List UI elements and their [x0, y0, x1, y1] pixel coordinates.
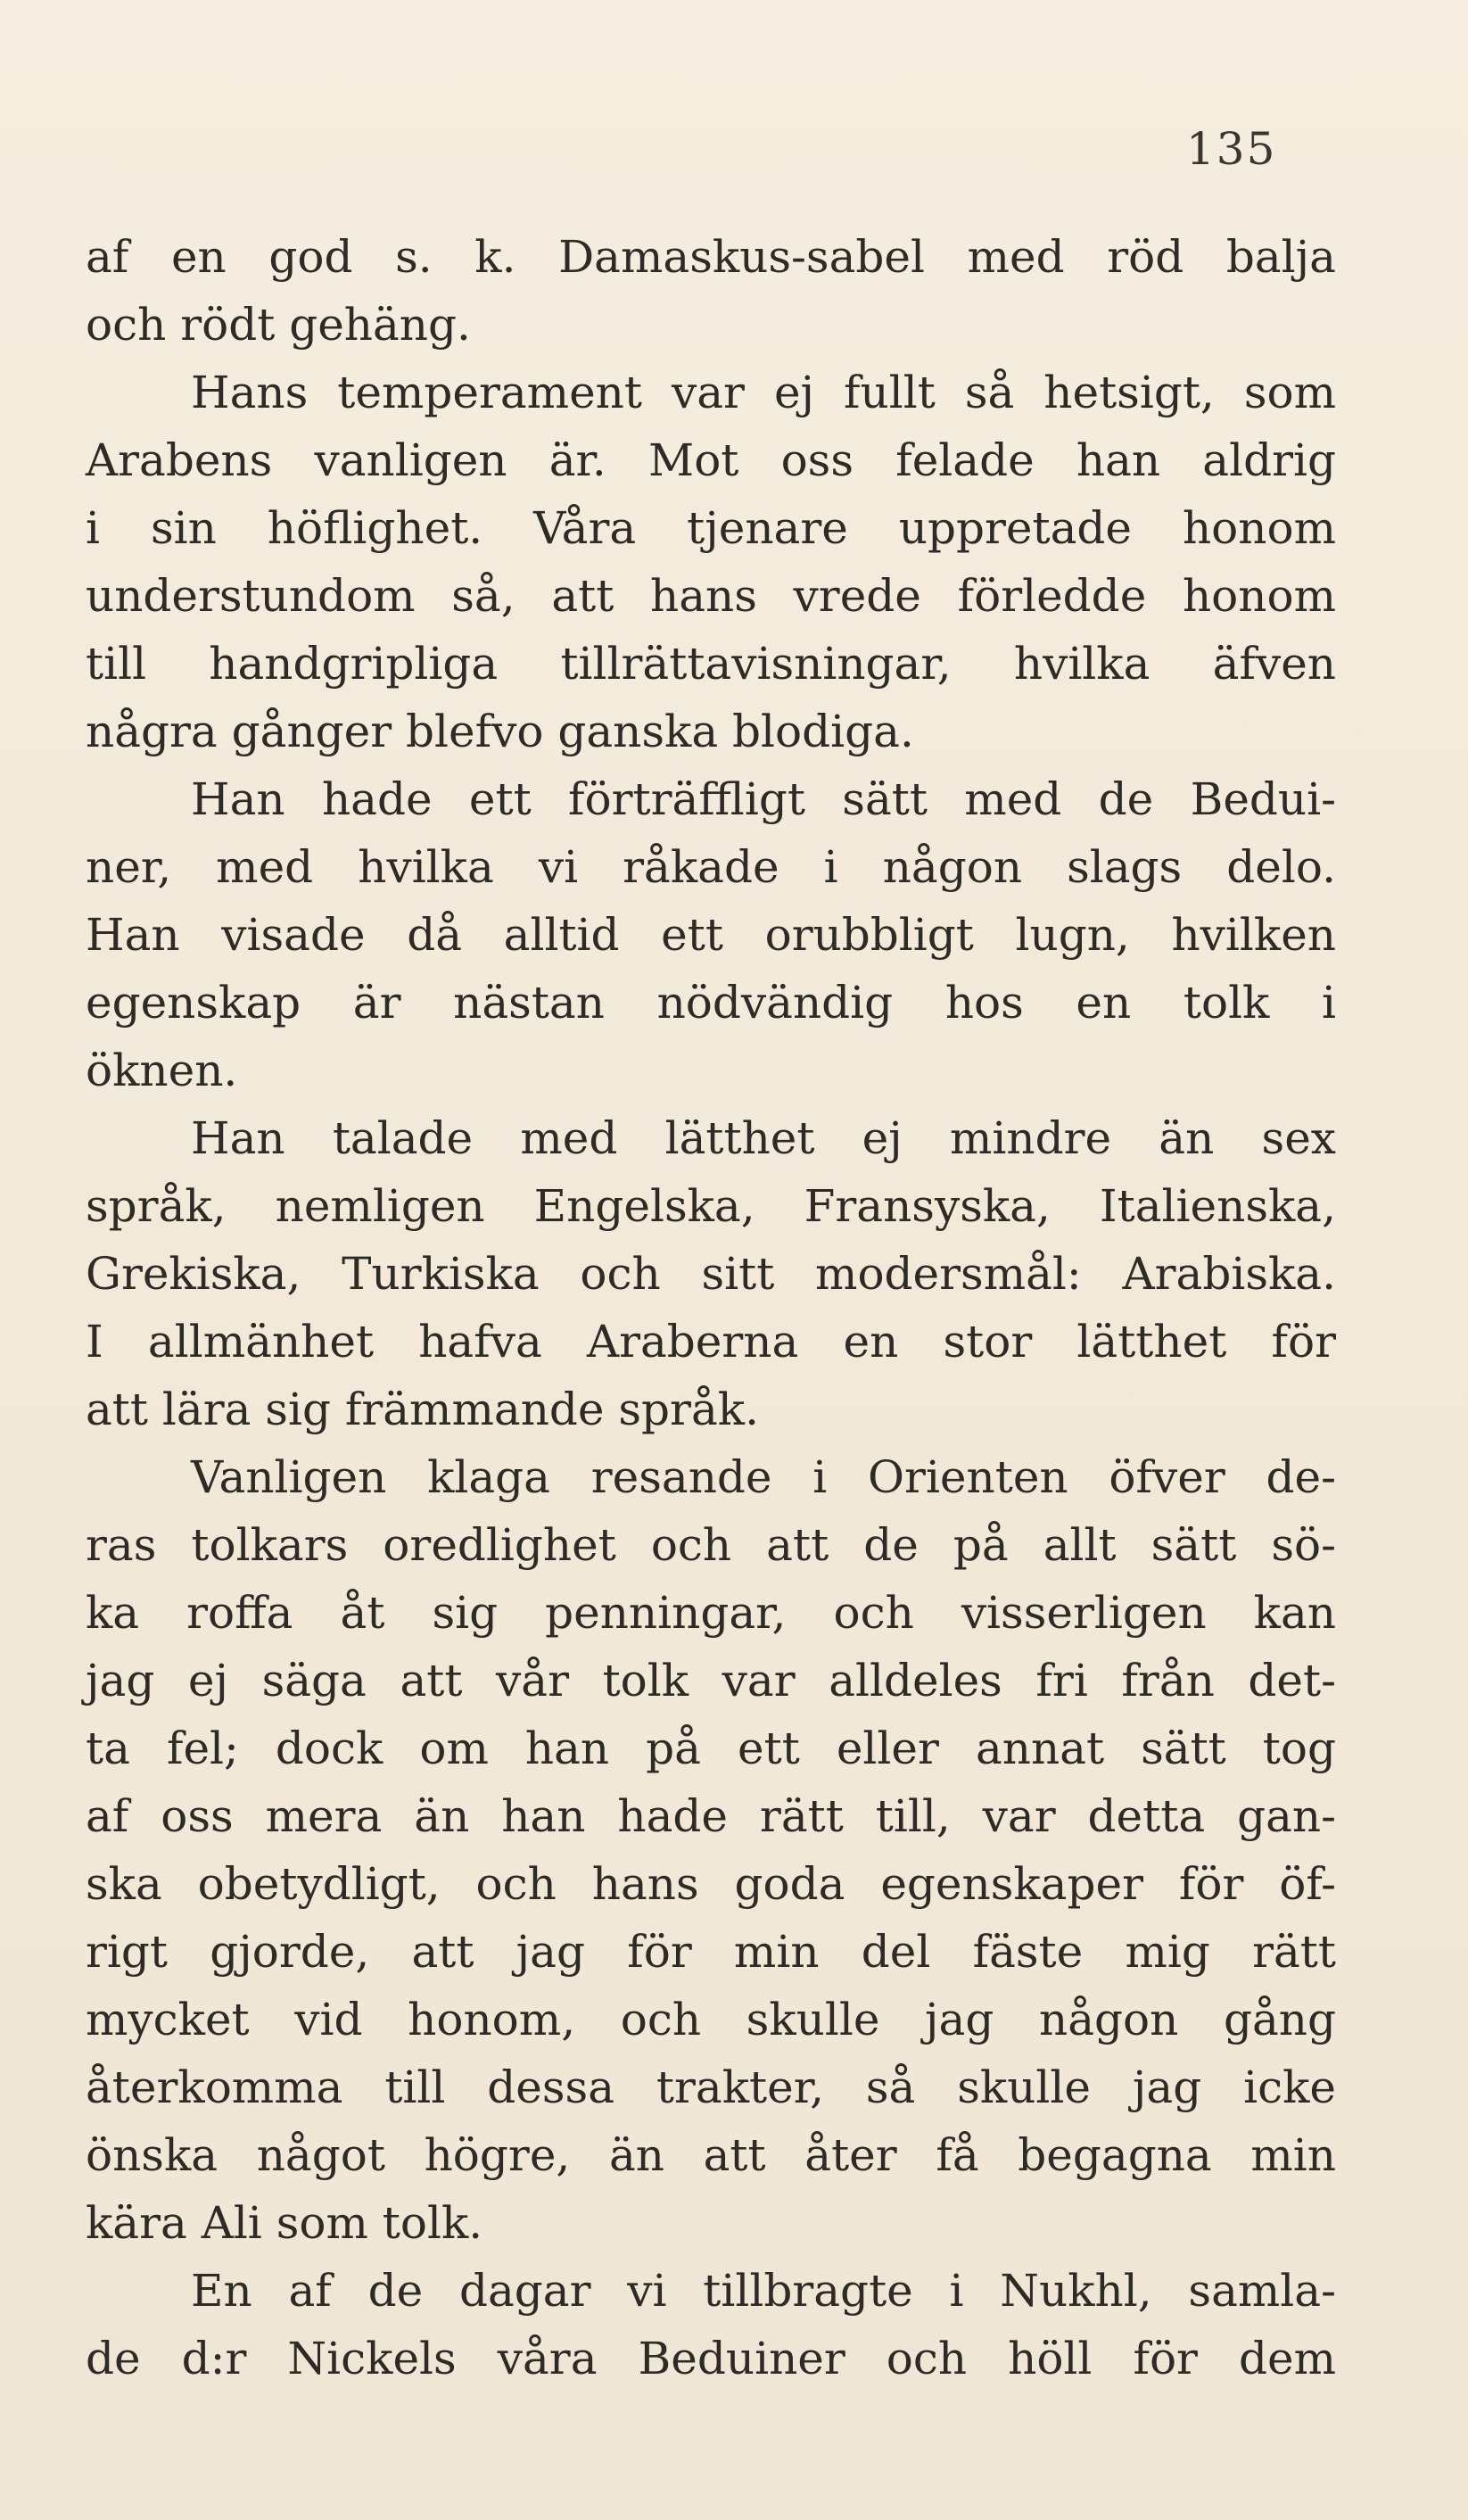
text-line: Grekiska, Turkiska och sitt modersmål: Arabiska. [86, 1248, 1336, 1300]
page-number: 135 [1186, 123, 1277, 175]
text-line: att lära sig främmande språk. [86, 1384, 759, 1435]
text-line: ta fel; dock om han på ett eller annat sätt tog [86, 1723, 1336, 1774]
text-line: och rödt gehäng. [86, 299, 471, 351]
text-line: mycket vid honom, och skulle jag någon gång [86, 1994, 1336, 2045]
text-line: Han hade ett förträffligt sätt med de Bedui- [191, 773, 1336, 825]
text-line: önska något högre, än att åter få begagna min [86, 2129, 1336, 2181]
text-line: Vanligen klaga resande i Orienten öfver de- [191, 1451, 1336, 1503]
body-text [86, 223, 1336, 2392]
text-line: öknen. [86, 1045, 238, 1096]
text-line: egenskap är nästan nödvändig hos en tolk i [86, 977, 1336, 1029]
text-line: I allmänhet hafva Araberna en stor lätthet för [86, 1316, 1336, 1367]
text-line: af oss mera än han hade rätt till, var detta gan- [86, 1790, 1336, 1842]
text-line: Arabens vanligen är. Mot oss felade han aldrig [86, 434, 1336, 486]
text-line: Han visade då alltid ett orubbligt lugn, hvilken [86, 909, 1336, 961]
text-line: några gånger blefvo ganska blodiga. [86, 706, 914, 757]
text-line: kära Ali som tolk. [86, 2197, 483, 2249]
text-line: ner, med hvilka vi råkade i någon slags delo. [86, 841, 1336, 893]
text-line: återkomma till dessa trakter, så skulle jag icke [86, 2061, 1336, 2113]
text-line: till handgripliga tillrättavisningar, hvilka äfven [86, 638, 1336, 690]
text-line: af en god s. k. Damaskus-sabel med röd balja [86, 231, 1336, 283]
text-line: Han talade med lätthet ej mindre än sex [191, 1112, 1336, 1164]
text-line: i sin höflighet. Våra tjenare uppretade honom [86, 502, 1336, 554]
text-line: språk, nemligen Engelska, Fransyska, Italienska, [86, 1180, 1336, 1232]
text-line: jag ej säga att vår tolk var alldeles fri från det- [86, 1655, 1336, 1706]
text-line: rigt gjorde, att jag för min del fäste mig rätt [86, 1926, 1336, 1978]
text-line: ras tolkars oredlighet och att de på allt sätt sö- [86, 1519, 1336, 1571]
text-line: Hans temperament var ej fullt så hetsigt, som [191, 367, 1336, 418]
text-line: de d:r Nickels våra Beduiner och höll för dem [86, 2333, 1336, 2384]
text-line: ka roffa åt sig penningar, och visserligen kan [86, 1587, 1336, 1639]
text-line: En af de dagar vi tillbragte i Nukhl, samla- [191, 2265, 1336, 2317]
text-line: ska obetydligt, och hans goda egenskaper för öf- [86, 1858, 1336, 1910]
text-line: understundom så, att hans vrede förledde honom [86, 570, 1336, 622]
